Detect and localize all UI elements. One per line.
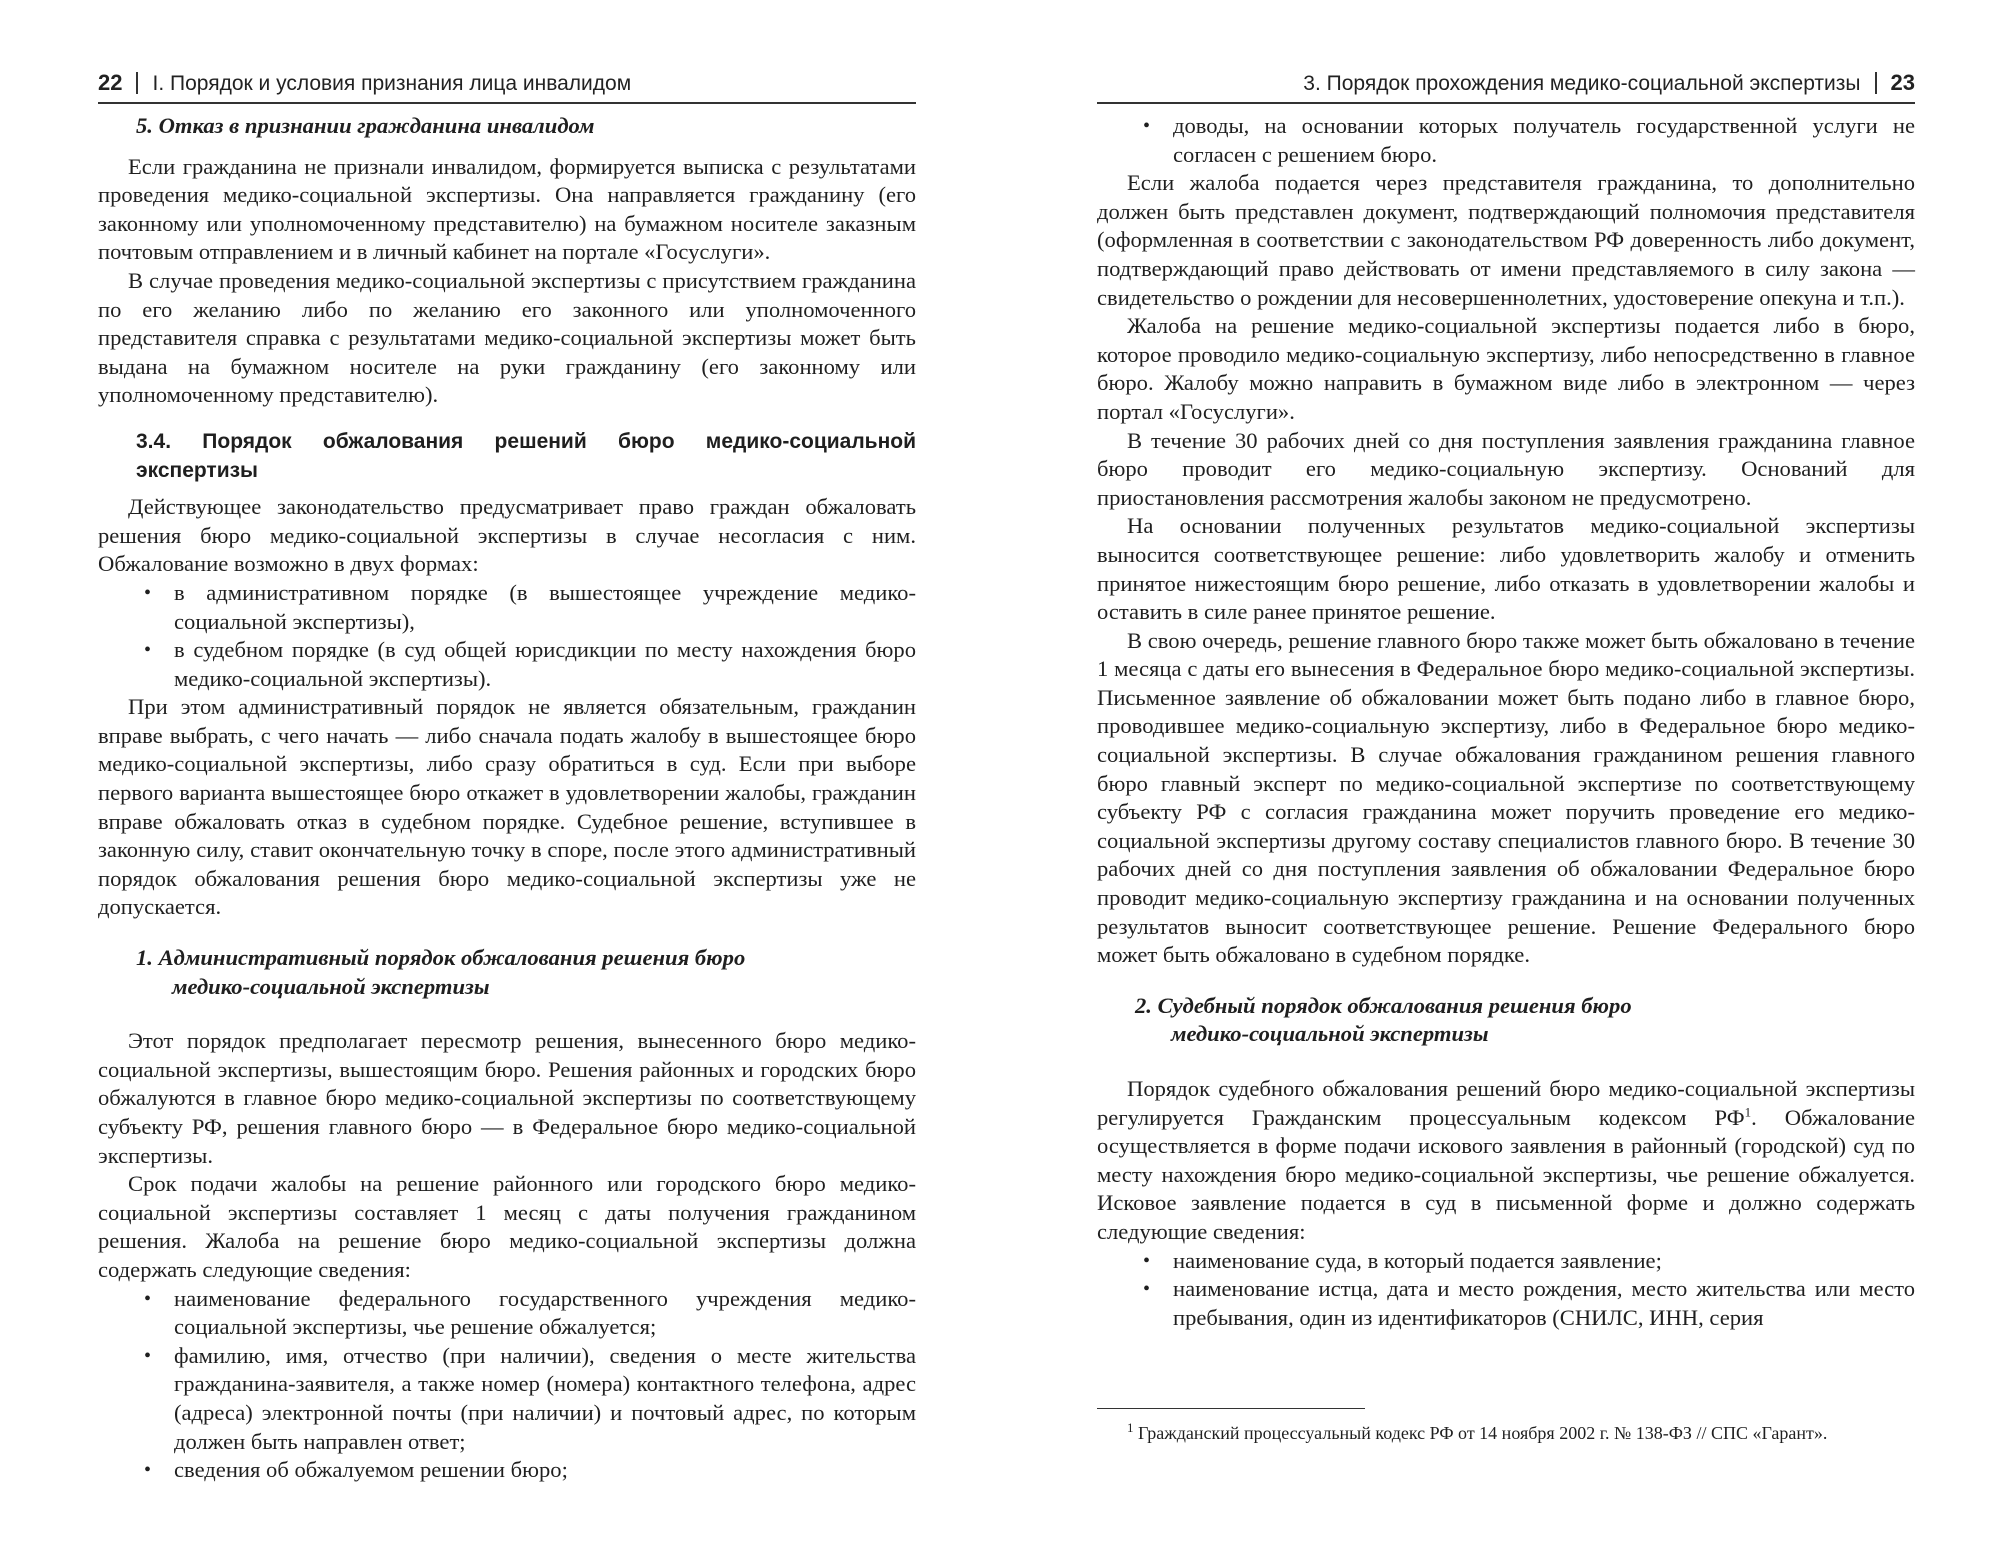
paragraph-text: Порядок судебного обжалования решений бюро медико-социальной экспертизы регулируется Гражданским процессуальным кодексом РФ [1097, 1076, 1915, 1130]
paragraph: Действующее законодательство предусматривает право граждан обжаловать решения бюро медико-социальной экспертизы в случае несогласия с ним. Обжалование возможно в двух формах: [98, 494, 916, 577]
right-page-body [1097, 112, 1915, 1332]
running-header-left [98, 62, 916, 104]
list-item: • фамилию, имя, отчество (при наличии), сведения о месте жительства гражданина-заявителя, а также номер (номера) контактного телефона, адрес (адреса) электронной почты (при наличии) и почтовый адрес, по которым должен быть направлен ответ; [98, 1342, 916, 1456]
paragraph: Срок подачи жалобы на решение районного или городского бюро медико-социальной экспертизы составляет 1 месяц с даты получения гражданином решения. Жалоба на решение бюро медико-социальной экспертизы должна содержать следующие сведения: [98, 1171, 916, 1282]
header-divider [1875, 72, 1877, 94]
list-item: • наименование истца, дата и место рождения, место жительства или место пребывания, один из идентификаторов (СНИЛС, ИНН, серия [1097, 1275, 1915, 1332]
paragraph: В течение 30 рабочих дней со дня поступления заявления гражданина главное бюро проводит его медико-социальную экспертизу. Оснований для приостановления рассмотрения жалобы законом не предусмотрено. [1097, 427, 1915, 510]
paragraph: Если жалоба подается через представителя гражданина, то дополнительно должен быть представлен документ, подтверждающий полномочия представителя (оформленная в соответствии с законодательством РФ доверенность либо документ, подтверждающий право действовать от имени представляемого в силу закона — свидетельство о рождении для несовершеннолетних, удостоверение опекуна и т.п.). [1097, 170, 1915, 310]
paragraph: При этом административный порядок не является обязательным, гражданин вправе выбрать, с чего начать — либо сначала подать жалобу в вышестоящее бюро медико-социальной экспертизы, либо сразу обратиться в суд. Если при выборе первого варианта вышестоящее бюро откажет в удовлетворении жалобы, гражданин вправе обжаловать отказ в судебном порядке. Судебное решение, вступившее в законную силу, ставит окончательную точку в споре, после этого административный порядок обжалования решения бюро медико-социальной экспертизы уже не допускается. [98, 694, 916, 920]
bullet-list [1097, 112, 1915, 169]
bullet-list [98, 1285, 916, 1485]
paragraph: Этот порядок предполагает пересмотр решения, вынесенного бюро медико-социальной экспертизы, вышестоящим бюро. Решения районных и городских бюро обжалуются в главное бюро медико-социальной экспертизы по соответствующему субъекту РФ, решения главного бюро — в Федеральное бюро медико-социальной экспертизы. [98, 1028, 916, 1168]
bullet-list [1097, 1247, 1915, 1333]
running-head-title: I. Порядок и условия признания лица инвалидом [152, 72, 632, 95]
subsection-heading-line: медико-социальной экспертизы [172, 973, 490, 999]
list-item: • наименование федерального государственного учреждения медико-социальной экспертизы, чье решение обжалуется; [98, 1285, 916, 1342]
paragraph: В случае проведения медико-социальной экспертизы с присутствием гражданина по его желанию либо по желанию его законного или уполномоченного представителя справка с результатами медико-социальной экспертизы может быть выдана на бумажном носителе на руки гражданину (его законному или уполномоченному представителю). [98, 267, 916, 408]
bullet-list [98, 579, 916, 693]
section-heading: 5. Отказ в признании гражданина инвалидом [136, 113, 595, 138]
footnote-rule [1097, 1408, 1365, 1409]
subsection-heading-line: 2. Судебный порядок обжалования решения бюро [1135, 992, 1632, 1018]
header-divider [136, 72, 138, 94]
subsection-heading [1135, 992, 1915, 1049]
left-page-body [98, 112, 916, 1485]
page-number: 23 [1890, 70, 1915, 95]
footnote-text: Гражданский процессуальный кодекс РФ от 14 ноября 2002 г. № 138-ФЗ // СПС «Гарант». [1138, 1423, 1828, 1443]
list-item: • сведения об обжалуемом решении бюро; [98, 1456, 916, 1485]
footnote [1097, 1420, 1915, 1446]
subsection-heading-line: 1. Административный порядок обжалования решения бюро [136, 945, 746, 971]
subsection-heading-line: медико-социальной экспертизы [1171, 1021, 1489, 1047]
list-item: • доводы, на основании которых получатель государственной услуги не согласен с решением бюро. [1097, 112, 1915, 169]
list-item: • в судебном порядке (в суд общей юрисдикции по месту нахождения бюро медико-социальной экспертизы). [98, 636, 916, 693]
section-heading: 3.4. Порядок обжалования решений бюро медико-социальной экспертизы [136, 429, 916, 482]
running-header-right [1097, 62, 1915, 104]
paragraph [1097, 1075, 1915, 1247]
subsection-heading [136, 944, 916, 1001]
paragraph: Если гражданина не признали инвалидом, формируется выписка с результатами проведения медико-социальной экспертизы. Она направляется гражданину (его законному или уполномоченному представителю) на бумажном носителе заказным почтовым отправлением и в личный кабинет на портале «Госуслуги». [98, 153, 916, 265]
list-item: • в административном порядке (в вышестоящее учреждение медико-социальной экспертизы), [98, 579, 916, 636]
footnote-mark: 1 [1127, 1420, 1134, 1435]
paragraph: Жалоба на решение медико-социальной экспертизы подается либо в бюро, которое проводило медико-социальную экспертизу, либо непосредственно в главное бюро. Жалобу можно направить в бумажном виде либо в электронном — через портал «Госуслуги». [1097, 313, 1915, 424]
paragraph: На основании полученных результатов медико-социальной экспертизы выносится соответствующее решение: либо удовлетворить жалобу и отменить принятое нижестоящим бюро решение, либо отказать в удовлетворении жалобы и оставить в силе ранее принятое решение. [1097, 513, 1915, 625]
page-number: 22 [98, 70, 123, 95]
paragraph: В свою очередь, решение главного бюро также может быть обжаловано в течение 1 месяца с даты его вынесения в Федеральное бюро медико-социальной экспертизы. Письменное заявление об обжаловании может быть подано либо в главное бюро, проводившее медико-социальную экспертизу, либо в Федеральное бюро медико-социальной экспертизы. В случае обжалования гражданином решения главного бюро главный эксперт по медико-социальной экспертизе по соответствующему субъекту РФ с согласия гражданина может поручить проведение его медико-социальной экспертизы другому составу специалистов главного бюро. В течение 30 рабочих дней со дня поступления заявления об обжаловании Федеральное бюро проводит медико-социальную экспертизу гражданина и на основании полученных результатов выносит соответствующее решение. Решение Федерального бюро может быть обжаловано в судебном порядке. [1097, 627, 1915, 968]
running-head-title: 3. Порядок прохождения медико-социальной экспертизы [1303, 72, 1861, 95]
footnote-reference: 1 [1744, 1104, 1752, 1120]
paragraph-text: . Обжалование осуществляется в форме подачи искового заявления в районный (городской) суд по месту нахождения бюро медико-социальной экспертизы, чье решение обжалуется. Исковое заявление подается в суд в письменной форме и должно содержать следующие сведения: [1097, 1104, 1915, 1244]
list-item: • наименование суда, в который подается заявление; [1097, 1247, 1915, 1276]
